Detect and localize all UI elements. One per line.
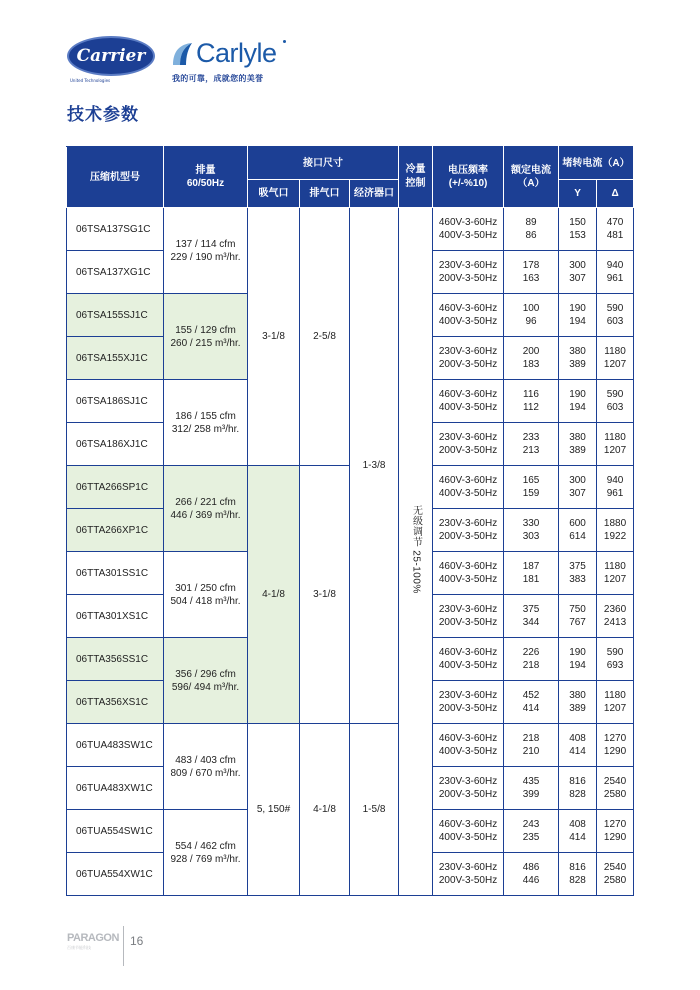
lra-y-cell	[559, 294, 597, 337]
rla-value-1: 226	[522, 647, 540, 658]
lra-delta-cell	[597, 595, 634, 638]
displacement-cell	[164, 638, 248, 724]
rla-cell	[504, 251, 559, 294]
model-cell: 06TTA356SS1C	[67, 638, 164, 681]
rla-value-1: 89	[525, 217, 537, 228]
rla-value-2: 218	[522, 660, 540, 671]
rla-value-2: 414	[522, 703, 540, 714]
lra-delta-cell	[597, 509, 634, 552]
voltage-cell	[433, 509, 504, 552]
voltage-line-2: 200V-3-50Hz	[438, 617, 498, 628]
rla-value-2: 446	[522, 875, 540, 886]
lra-y-value-2: 414	[569, 832, 586, 843]
rla-value-1: 178	[522, 260, 540, 271]
lra-delta-value-1: 590	[606, 389, 624, 400]
displacement-m3: 928 / 769 m³/hr.	[170, 853, 241, 865]
model-cell: 06TSA186XJ1C	[67, 423, 164, 466]
voltage-line-1: 230V-3-60Hz	[438, 432, 498, 443]
displacement-cell	[164, 724, 248, 810]
voltage-cell	[433, 380, 504, 423]
lra-delta-value-1: 590	[606, 647, 624, 658]
lra-y-value-2: 828	[569, 789, 586, 800]
rla-value-1: 330	[522, 518, 540, 529]
rla-cell	[504, 380, 559, 423]
rla-cell	[504, 853, 559, 896]
displacement-cell	[164, 810, 248, 896]
header-connections: 接口尺寸	[248, 147, 399, 180]
lra-y-cell	[559, 724, 597, 767]
voltage-cell	[433, 595, 504, 638]
lra-delta-value-2: 693	[606, 660, 624, 671]
lra-y-cell	[559, 380, 597, 423]
rla-value-1: 165	[522, 475, 540, 486]
carlyle-logo-dot	[283, 40, 286, 43]
voltage-line-2: 200V-3-50Hz	[438, 531, 498, 542]
rla-value-2: 344	[522, 617, 540, 628]
voltage-line-2: 200V-3-50Hz	[438, 359, 498, 370]
page-title: 技术参数	[67, 105, 139, 125]
voltage-cell	[433, 251, 504, 294]
lra-delta-value-2: 2580	[603, 789, 627, 800]
lra-y-value-2: 153	[569, 230, 586, 241]
lra-delta-cell	[597, 294, 634, 337]
lra-y-value-1: 380	[569, 690, 586, 701]
lra-y-value-2: 307	[569, 273, 586, 284]
header-suction: 吸气口	[248, 180, 300, 208]
header-displacement	[164, 147, 248, 208]
lra-y-value-1: 816	[569, 862, 586, 873]
model-cell: 06TUA483SW1C	[67, 724, 164, 767]
lra-y-cell	[559, 208, 597, 251]
lra-y-value-1: 380	[569, 432, 586, 443]
header-rla-sub: （A）	[517, 178, 545, 189]
voltage-cell	[433, 423, 504, 466]
rla-cell	[504, 724, 559, 767]
displacement-m3: 809 / 670 m³/hr.	[170, 767, 241, 779]
voltage-line-1: 230V-3-60Hz	[438, 518, 498, 529]
voltage-line-2: 400V-3-50Hz	[438, 488, 498, 499]
capacity-control-text: 无级调节 25-100%	[410, 505, 422, 594]
lra-delta-value-1: 1880	[603, 518, 627, 529]
lra-y-value-1: 408	[569, 819, 586, 830]
model-cell: 06TUA483XW1C	[67, 767, 164, 810]
lra-y-value-2: 767	[569, 617, 586, 628]
rla-cell	[504, 294, 559, 337]
lra-delta-value-1: 1270	[603, 733, 627, 744]
voltage-cell	[433, 466, 504, 509]
rla-value-1: 200	[522, 346, 540, 357]
lra-delta-value-2: 2413	[603, 617, 627, 628]
displacement-cfm: 155 / 129 cfm	[175, 324, 236, 336]
header-rla-label: 额定电流	[511, 165, 552, 176]
header-voltage	[433, 147, 504, 208]
header-capacity-control	[399, 147, 433, 208]
lra-delta-cell	[597, 466, 634, 509]
lra-delta-cell	[597, 638, 634, 681]
displacement-cell	[164, 466, 248, 552]
discharge-cell: 4-1/8	[300, 724, 350, 896]
rla-value-2: 159	[522, 488, 540, 499]
voltage-line-1: 230V-3-60Hz	[438, 346, 498, 357]
voltage-line-1: 460V-3-60Hz	[438, 561, 498, 572]
lra-delta-cell	[597, 423, 634, 466]
lra-delta-cell	[597, 251, 634, 294]
lra-y-value-2: 389	[569, 359, 586, 370]
rla-value-1: 243	[522, 819, 540, 830]
rla-value-2: 86	[525, 230, 537, 241]
model-cell: 06TTA356XS1C	[67, 681, 164, 724]
rla-value-1: 435	[522, 776, 540, 787]
lra-y-cell	[559, 638, 597, 681]
lra-y-value-1: 300	[569, 260, 586, 271]
rla-cell	[504, 767, 559, 810]
model-cell: 06TUA554SW1C	[67, 810, 164, 853]
rla-cell	[504, 810, 559, 853]
rla-value-2: 399	[522, 789, 540, 800]
lra-delta-value-1: 1180	[604, 346, 626, 357]
header-voltage-label: 电压频率	[448, 165, 489, 176]
suction-cell: 4-1/8	[248, 466, 300, 724]
carlyle-logo	[170, 38, 277, 69]
lra-delta-value-2: 1290	[603, 832, 627, 843]
rla-cell	[504, 552, 559, 595]
voltage-line-1: 460V-3-60Hz	[438, 647, 498, 658]
voltage-line-2: 200V-3-50Hz	[438, 789, 498, 800]
model-cell: 06TTA301SS1C	[67, 552, 164, 595]
header-capacity-control-label: 冷量控制	[405, 164, 426, 189]
lra-delta-cell	[597, 681, 634, 724]
voltage-line-1: 460V-3-60Hz	[438, 733, 498, 744]
lra-delta-value-2: 1207	[603, 703, 627, 714]
lra-y-cell	[559, 595, 597, 638]
displacement-cfm: 554 / 462 cfm	[175, 840, 236, 852]
voltage-line-1: 230V-3-60Hz	[438, 604, 498, 615]
displacement-cell	[164, 294, 248, 380]
lra-y-value-1: 300	[569, 475, 586, 486]
displacement-cfm: 186 / 155 cfm	[175, 410, 236, 422]
lra-y-value-2: 383	[569, 574, 586, 585]
lra-y-value-1: 380	[569, 346, 586, 357]
lra-delta-value-2: 481	[606, 230, 624, 241]
lra-y-cell	[559, 767, 597, 810]
rla-value-2: 210	[522, 746, 540, 757]
carlyle-slogan: 我的可靠，成就您的美誉	[172, 74, 264, 83]
voltage-cell	[433, 853, 504, 896]
rla-cell	[504, 337, 559, 380]
lra-y-value-1: 150	[569, 217, 586, 228]
lra-delta-value-1: 590	[606, 303, 624, 314]
voltage-line-2: 400V-3-50Hz	[438, 316, 498, 327]
rla-value-1: 187	[522, 561, 540, 572]
lra-y-value-1: 816	[569, 776, 586, 787]
lra-delta-cell	[597, 724, 634, 767]
lra-delta-value-1: 1180	[604, 561, 626, 572]
lra-y-value-2: 194	[569, 402, 586, 413]
lra-y-value-1: 190	[569, 389, 586, 400]
lra-delta-value-2: 1207	[603, 359, 627, 370]
lra-y-value-2: 414	[569, 746, 586, 757]
voltage-line-2: 400V-3-50Hz	[438, 230, 498, 241]
lra-y-cell	[559, 810, 597, 853]
voltage-line-1: 230V-3-60Hz	[438, 260, 498, 271]
model-cell: 06TUA554XW1C	[67, 853, 164, 896]
lra-y-value-1: 190	[569, 303, 586, 314]
voltage-line-1: 230V-3-60Hz	[438, 862, 498, 873]
lra-delta-value-1: 2540	[603, 862, 627, 873]
rla-value-1: 100	[522, 303, 540, 314]
suction-cell: 5, 150#	[248, 724, 300, 896]
spec-table-body	[67, 208, 634, 896]
lra-delta-value-1: 1270	[603, 819, 627, 830]
displacement-m3: 312/ 258 m³/hr.	[171, 423, 240, 435]
lra-y-cell	[559, 853, 597, 896]
paragon-logo-text: PARAGON	[67, 932, 119, 944]
lra-y-value-2: 614	[569, 531, 586, 542]
header-economizer: 经济器口	[350, 180, 399, 208]
displacement-cell	[164, 208, 248, 294]
rla-value-1: 486	[522, 862, 540, 873]
lra-y-value-1: 190	[569, 647, 586, 658]
model-cell: 06TSA137SG1C	[67, 208, 164, 251]
rla-value-2: 163	[522, 273, 540, 284]
lra-delta-value-2: 1922	[603, 531, 627, 542]
economizer-cell: 1-3/8	[350, 208, 399, 724]
capacity-control-cell	[399, 208, 433, 896]
voltage-line-1: 460V-3-60Hz	[438, 389, 498, 400]
rla-cell	[504, 681, 559, 724]
lra-delta-value-2: 1207	[603, 574, 627, 585]
lra-y-value-2: 389	[569, 445, 586, 456]
lra-delta-value-1: 940	[606, 260, 624, 271]
lra-y-value-1: 408	[569, 733, 586, 744]
rla-cell	[504, 423, 559, 466]
spec-table	[66, 146, 634, 896]
voltage-line-2: 400V-3-50Hz	[438, 660, 498, 671]
carrier-logo-text: Carrier	[76, 46, 146, 66]
lra-delta-value-2: 961	[606, 273, 624, 284]
displacement-m3: 504 / 418 m³/hr.	[170, 595, 241, 607]
lra-delta-cell	[597, 208, 634, 251]
lra-delta-cell	[597, 810, 634, 853]
header-lra-y: Y	[559, 180, 597, 208]
rla-value-2: 213	[522, 445, 540, 456]
lra-delta-value-2: 603	[606, 402, 624, 413]
lra-delta-value-1: 940	[606, 475, 624, 486]
lra-y-cell	[559, 681, 597, 724]
rla-value-2: 183	[522, 359, 540, 370]
model-cell: 06TSA155SJ1C	[67, 294, 164, 337]
lra-delta-cell	[597, 552, 634, 595]
model-cell: 06TTA266SP1C	[67, 466, 164, 509]
model-cell: 06TSA186SJ1C	[67, 380, 164, 423]
lra-delta-cell	[597, 337, 634, 380]
model-cell: 06TTA266XP1C	[67, 509, 164, 552]
carrier-logo	[67, 36, 155, 76]
voltage-line-1: 460V-3-60Hz	[438, 819, 498, 830]
header-model: 压缩机型号	[67, 147, 164, 208]
displacement-cell	[164, 552, 248, 638]
voltage-cell	[433, 552, 504, 595]
rla-value-1: 233	[522, 432, 540, 443]
lra-delta-value-2: 1207	[603, 445, 627, 456]
lra-delta-value-1: 470	[606, 217, 624, 228]
rla-value-2: 112	[523, 402, 539, 413]
suction-cell: 3-1/8	[248, 208, 300, 466]
voltage-line-1: 460V-3-60Hz	[438, 217, 498, 228]
voltage-cell	[433, 294, 504, 337]
lra-y-cell	[559, 337, 597, 380]
discharge-cell: 2-5/8	[300, 208, 350, 466]
voltage-line-2: 400V-3-50Hz	[438, 832, 498, 843]
voltage-line-1: 230V-3-60Hz	[438, 776, 498, 787]
rla-cell	[504, 208, 559, 251]
displacement-cfm: 483 / 403 cfm	[175, 754, 236, 766]
voltage-line-1: 460V-3-60Hz	[438, 475, 498, 486]
lra-delta-value-1: 2360	[603, 604, 627, 615]
voltage-cell	[433, 767, 504, 810]
lra-y-value-2: 389	[569, 703, 586, 714]
lra-y-value-2: 307	[569, 488, 586, 499]
rla-value-2: 235	[522, 832, 540, 843]
table-row	[67, 208, 634, 251]
lra-delta-cell	[597, 853, 634, 896]
voltage-line-2: 200V-3-50Hz	[438, 703, 498, 714]
lra-delta-value-2: 2580	[603, 875, 627, 886]
economizer-cell: 1-5/8	[350, 724, 399, 896]
lra-delta-value-2: 1290	[603, 746, 627, 757]
lra-delta-cell	[597, 380, 634, 423]
displacement-cfm: 356 / 296 cfm	[175, 668, 236, 680]
rla-value-2: 96	[525, 316, 537, 327]
lra-y-cell	[559, 466, 597, 509]
header-voltage-sub: (+/-%10)	[448, 178, 488, 189]
rla-value-1: 375	[522, 604, 540, 615]
carrier-logo-subtext: United Technologies	[70, 78, 111, 83]
voltage-line-2: 200V-3-50Hz	[438, 445, 498, 456]
displacement-cfm: 301 / 250 cfm	[175, 582, 236, 594]
voltage-line-2: 400V-3-50Hz	[438, 574, 498, 585]
lra-delta-cell	[597, 767, 634, 810]
lra-delta-value-2: 603	[606, 316, 624, 327]
model-cell: 06TSA137XG1C	[67, 251, 164, 294]
rla-cell	[504, 595, 559, 638]
rla-value-2: 181	[522, 574, 540, 585]
lra-delta-value-1: 1180	[604, 690, 626, 701]
voltage-cell	[433, 638, 504, 681]
rla-value-1: 452	[522, 690, 540, 701]
lra-y-value-1: 750	[569, 604, 586, 615]
displacement-cfm: 266 / 221 cfm	[175, 496, 236, 508]
lra-y-value-2: 828	[569, 875, 586, 886]
lra-y-value-2: 194	[569, 316, 586, 327]
voltage-line-1: 230V-3-60Hz	[438, 690, 498, 701]
carlyle-mark-icon	[170, 41, 194, 67]
voltage-line-2: 200V-3-50Hz	[438, 875, 498, 886]
voltage-line-1: 460V-3-60Hz	[438, 303, 498, 314]
displacement-cfm: 137 / 114 cfm	[175, 238, 236, 250]
discharge-cell: 3-1/8	[300, 466, 350, 724]
lra-delta-value-2: 961	[606, 488, 624, 499]
lra-delta-value-1: 1180	[604, 432, 626, 443]
voltage-cell	[433, 724, 504, 767]
header-discharge: 排气口	[300, 180, 350, 208]
paragon-logo-subtext: 百康节能科技	[67, 945, 91, 950]
rla-value-1: 116	[523, 389, 539, 400]
header-lra-delta: Δ	[597, 180, 634, 208]
lra-y-cell	[559, 509, 597, 552]
header-rla	[504, 147, 559, 208]
rla-value-2: 303	[522, 531, 540, 542]
header-lra: 堵转电流（A）	[559, 147, 634, 180]
lra-y-cell	[559, 251, 597, 294]
lra-y-value-1: 600	[569, 518, 586, 529]
voltage-line-2: 200V-3-50Hz	[438, 273, 498, 284]
displacement-cell	[164, 380, 248, 466]
footer-divider	[123, 926, 124, 966]
header-displacement-sub: 60/50Hz	[186, 178, 225, 189]
table-row	[67, 724, 634, 767]
rla-cell	[504, 638, 559, 681]
voltage-line-2: 400V-3-50Hz	[438, 746, 498, 757]
lra-y-value-1: 375	[569, 561, 586, 572]
displacement-m3: 229 / 190 m³/hr.	[170, 251, 241, 263]
displacement-m3: 260 / 215 m³/hr.	[170, 337, 241, 349]
voltage-cell	[433, 681, 504, 724]
header-displacement-label: 排量	[195, 165, 216, 176]
displacement-m3: 446 / 369 m³/hr.	[170, 509, 241, 521]
rla-cell	[504, 509, 559, 552]
page-number: 16	[130, 934, 144, 948]
voltage-cell	[433, 208, 504, 251]
model-cell: 06TSA155XJ1C	[67, 337, 164, 380]
voltage-line-2: 400V-3-50Hz	[438, 402, 498, 413]
rla-cell	[504, 466, 559, 509]
lra-delta-value-1: 2540	[603, 776, 627, 787]
displacement-m3: 596/ 494 m³/hr.	[171, 681, 240, 693]
lra-y-cell	[559, 423, 597, 466]
rla-value-1: 218	[522, 733, 540, 744]
model-cell: 06TTA301XS1C	[67, 595, 164, 638]
voltage-cell	[433, 337, 504, 380]
lra-y-value-2: 194	[569, 660, 586, 671]
lra-y-cell	[559, 552, 597, 595]
voltage-cell	[433, 810, 504, 853]
carlyle-logo-text: Carlyle	[196, 38, 277, 68]
paragon-logo	[67, 932, 119, 951]
